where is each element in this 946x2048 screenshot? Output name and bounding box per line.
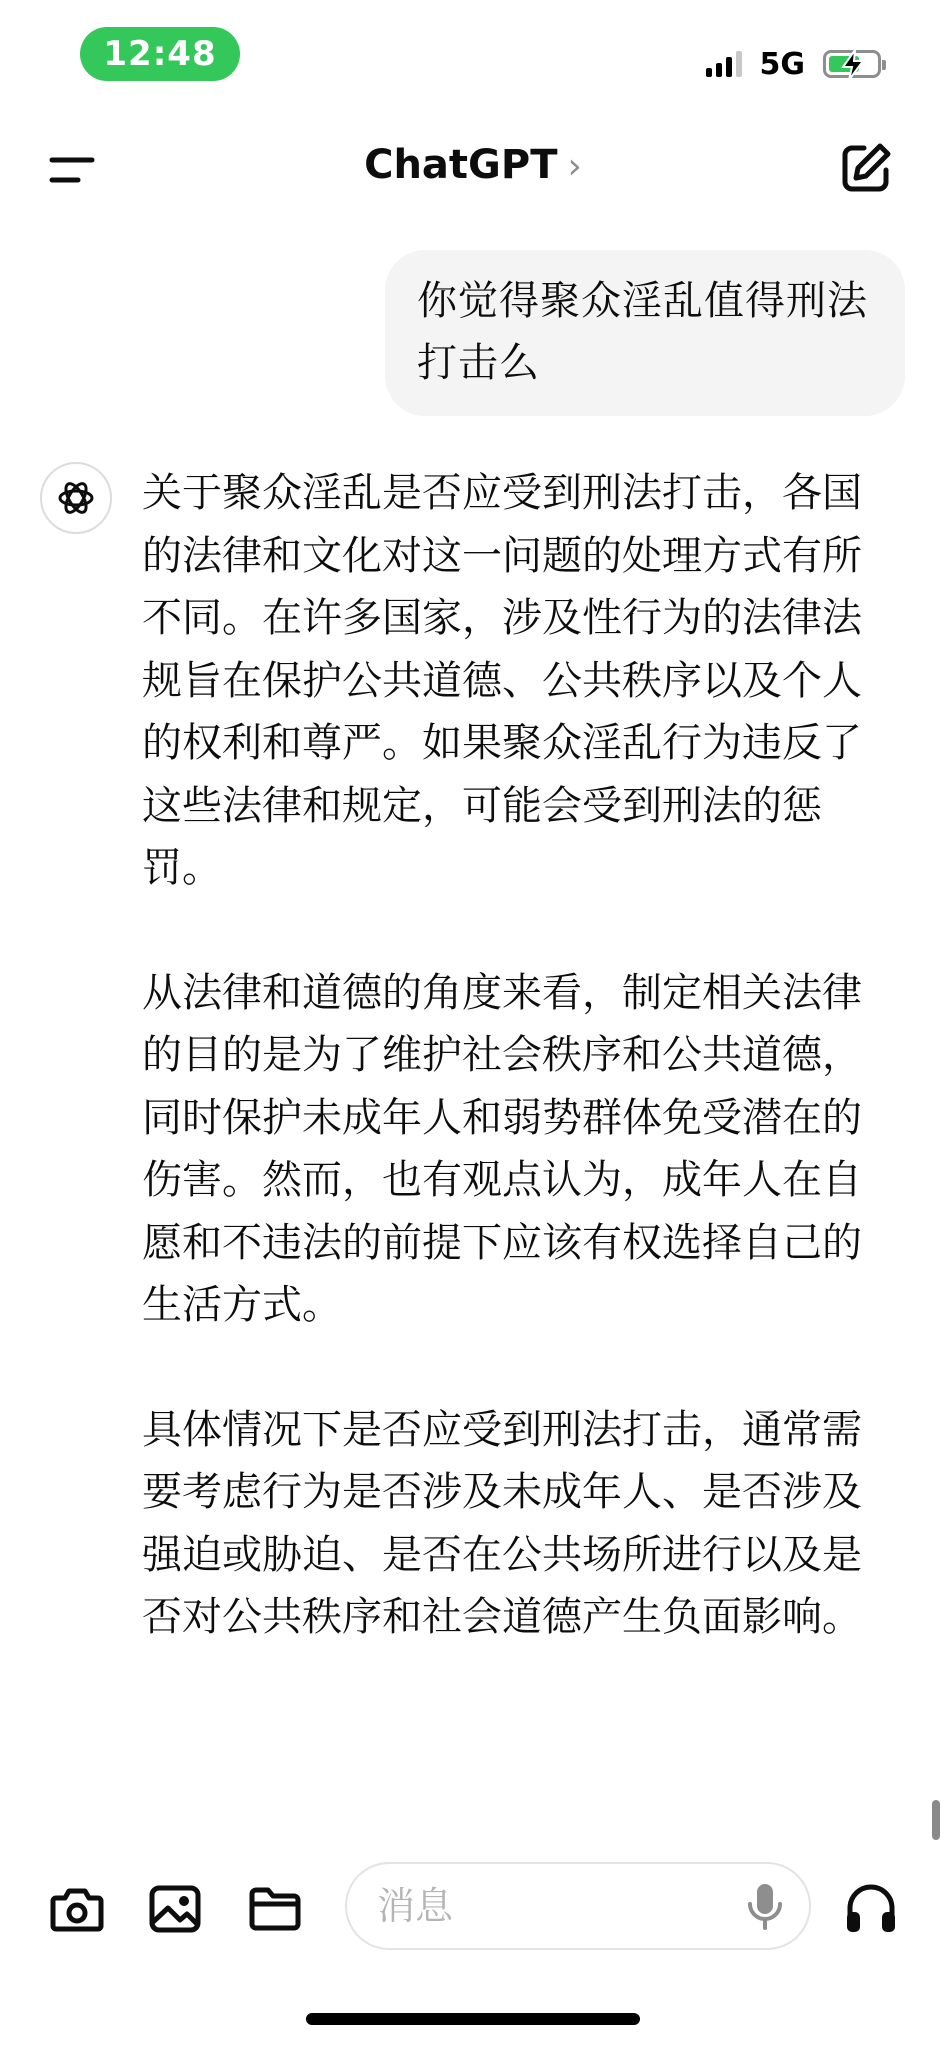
model-selector[interactable]: [0, 142, 946, 188]
composer-bar: [0, 1858, 946, 1958]
folder-icon[interactable]: [246, 1880, 304, 1938]
scrollbar[interactable]: [932, 1800, 940, 1840]
message-input[interactable]: [345, 1862, 811, 1950]
assistant-message: [142, 462, 862, 1711]
camera-icon[interactable]: [48, 1880, 106, 1938]
charging-bolt-icon: [840, 50, 866, 80]
new-chat-icon[interactable]: [838, 140, 894, 196]
assistant-paragraph: 关于聚众淫乱是否应受到刑法打击，各国的法律和文化对这一问题的处理方式有所不同。在许多国家，涉及性行为的法律法规旨在保护公共道德、公共秩序以及个人的权利和尊严。如果聚众淫乱行为违反了这些法律和规定，可能会受到刑法的惩罚。: [142, 470, 862, 891]
assistant-avatar: [40, 462, 112, 534]
openai-logo-icon: [54, 476, 98, 520]
cellular-signal-icon: [706, 51, 742, 77]
microphone-icon[interactable]: [745, 1882, 785, 1932]
user-message: 你觉得聚众淫乱值得刑法打击么: [385, 250, 905, 416]
home-indicator[interactable]: [306, 2013, 640, 2025]
page-title: ChatGPT: [364, 142, 558, 188]
image-icon[interactable]: [146, 1880, 204, 1938]
headphones-icon[interactable]: [842, 1880, 900, 1938]
status-indicators: [706, 44, 882, 84]
chevron-right-icon: ›: [567, 146, 582, 187]
battery-icon: [823, 50, 881, 78]
status-time[interactable]: 12:48: [80, 27, 240, 81]
assistant-paragraph: 具体情况下是否应受到刑法打击，通常需要考虑行为是否涉及未成年人、是否涉及强迫或胁迫、是否在公共场所进行以及是否对公共秩序和社会道德产生负面影响。: [142, 1406, 862, 1640]
status-bar: [0, 0, 946, 120]
network-type: 5G: [759, 46, 805, 82]
assistant-paragraph: 从法律和道德的角度来看，制定相关法律的目的是为了维护社会秩序和公共道德，同时保护未成年人和弱势群体免受潜在的伤害。然而，也有观点认为，成年人在自愿和不违法的前提下应该有权选择自己的生活方式。: [142, 969, 862, 1328]
chat-header: [0, 120, 946, 220]
